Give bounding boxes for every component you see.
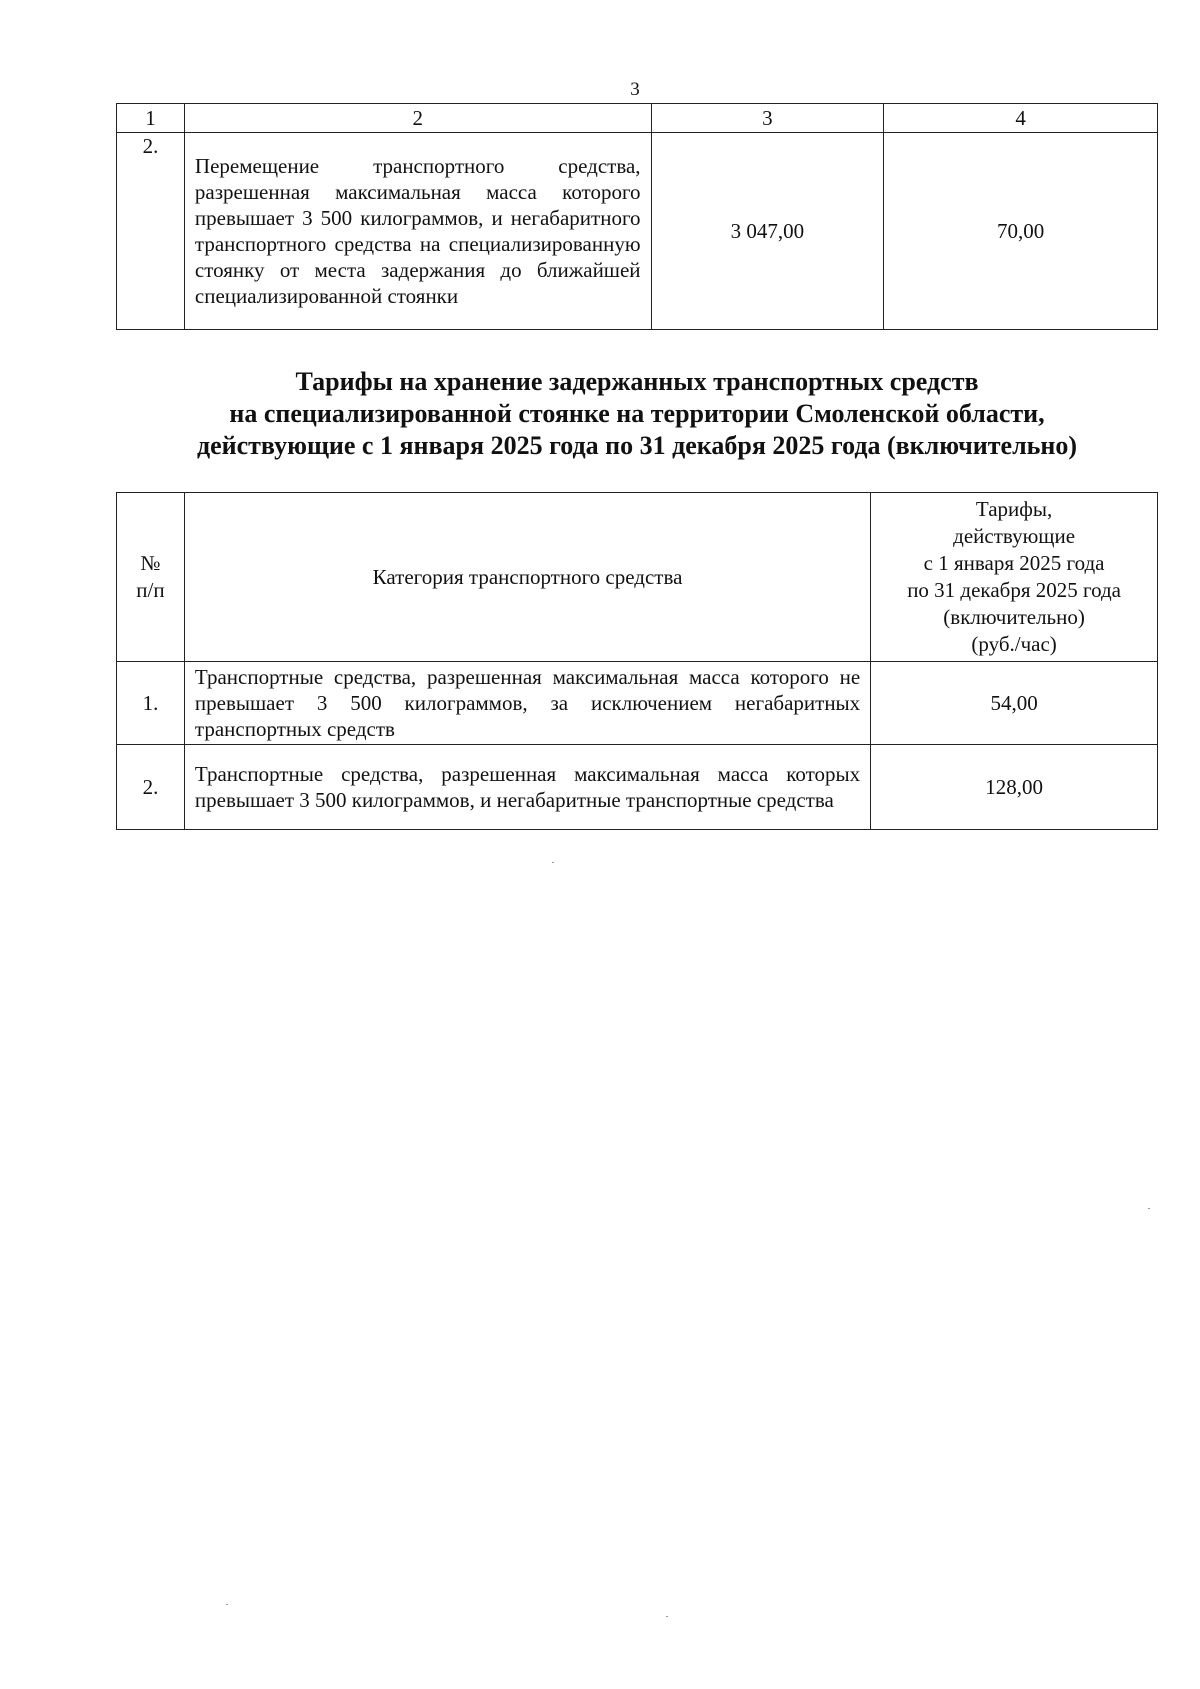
- row-category: Транспортные средства, разрешенная максимальная масса которого не превышает 3 500 килограммов, за исключением негабаритных транспортных средств: [184, 662, 870, 745]
- section-title-line: действующие с 1 января 2025 года по 31 декабря 2025 года (включительно): [196, 431, 1078, 460]
- table-header-row: [117, 493, 1158, 662]
- scan-speck: [666, 1616, 668, 1617]
- scan-speck: [1148, 1208, 1150, 1209]
- scan-speck: [226, 1604, 228, 1605]
- column-number-3: 3: [651, 104, 884, 133]
- table-row: [117, 662, 1158, 745]
- row-tariff: 128,00: [871, 745, 1158, 830]
- section-title: [116, 366, 1158, 462]
- header-number: [117, 493, 185, 662]
- column-number-1: 1: [117, 104, 185, 133]
- table-row: [117, 133, 1158, 330]
- table-header-row: [117, 104, 1158, 133]
- transport-movement-table: [116, 103, 1158, 330]
- header-tariff-line: с 1 января 2025 года: [923, 551, 1105, 575]
- header-tariff-line: (включительно): [943, 605, 1085, 629]
- row-number: 2.: [117, 133, 185, 330]
- row-col3-value: 3 047,00: [651, 133, 884, 330]
- header-tariff-line: действующие: [953, 524, 1076, 548]
- row-description: Перемещение транспортного средства, разрешенная максимальная масса которого превышает 3 500 килограммов, и негабаритного транспортного средства на специализированную стоянку от места задержания до ближайшей специализированной стоянки: [184, 133, 651, 330]
- row-number: 1.: [117, 662, 185, 745]
- header-tariff: [871, 493, 1158, 662]
- row-col4-value: 70,00: [884, 133, 1158, 330]
- header-tariff-line: по 31 декабря 2025 года: [907, 578, 1121, 602]
- row-number: 2.: [117, 745, 185, 830]
- row-tariff: 54,00: [871, 662, 1158, 745]
- section-title-line: Тарифы на хранение задержанных транспортных средств: [295, 367, 979, 396]
- header-number-line: п/п: [136, 578, 165, 602]
- header-category: Категория транспортного средства: [184, 493, 870, 662]
- column-number-4: 4: [884, 104, 1158, 133]
- page-number: 3: [630, 79, 640, 100]
- section-title-line: на специализированной стоянке на территории Смоленской области,: [229, 399, 1045, 428]
- storage-tariffs-table: [116, 492, 1158, 830]
- header-number-line: №: [140, 551, 161, 575]
- scan-speck: [552, 862, 554, 863]
- table-row: [117, 745, 1158, 830]
- row-category: Транспортные средства, разрешенная максимальная масса которых превышает 3 500 килограммов, и негабаритные транспортные средства: [184, 745, 870, 830]
- column-number-2: 2: [184, 104, 651, 133]
- header-tariff-line: Тарифы,: [975, 497, 1053, 521]
- header-tariff-line: (руб./час): [971, 632, 1057, 656]
